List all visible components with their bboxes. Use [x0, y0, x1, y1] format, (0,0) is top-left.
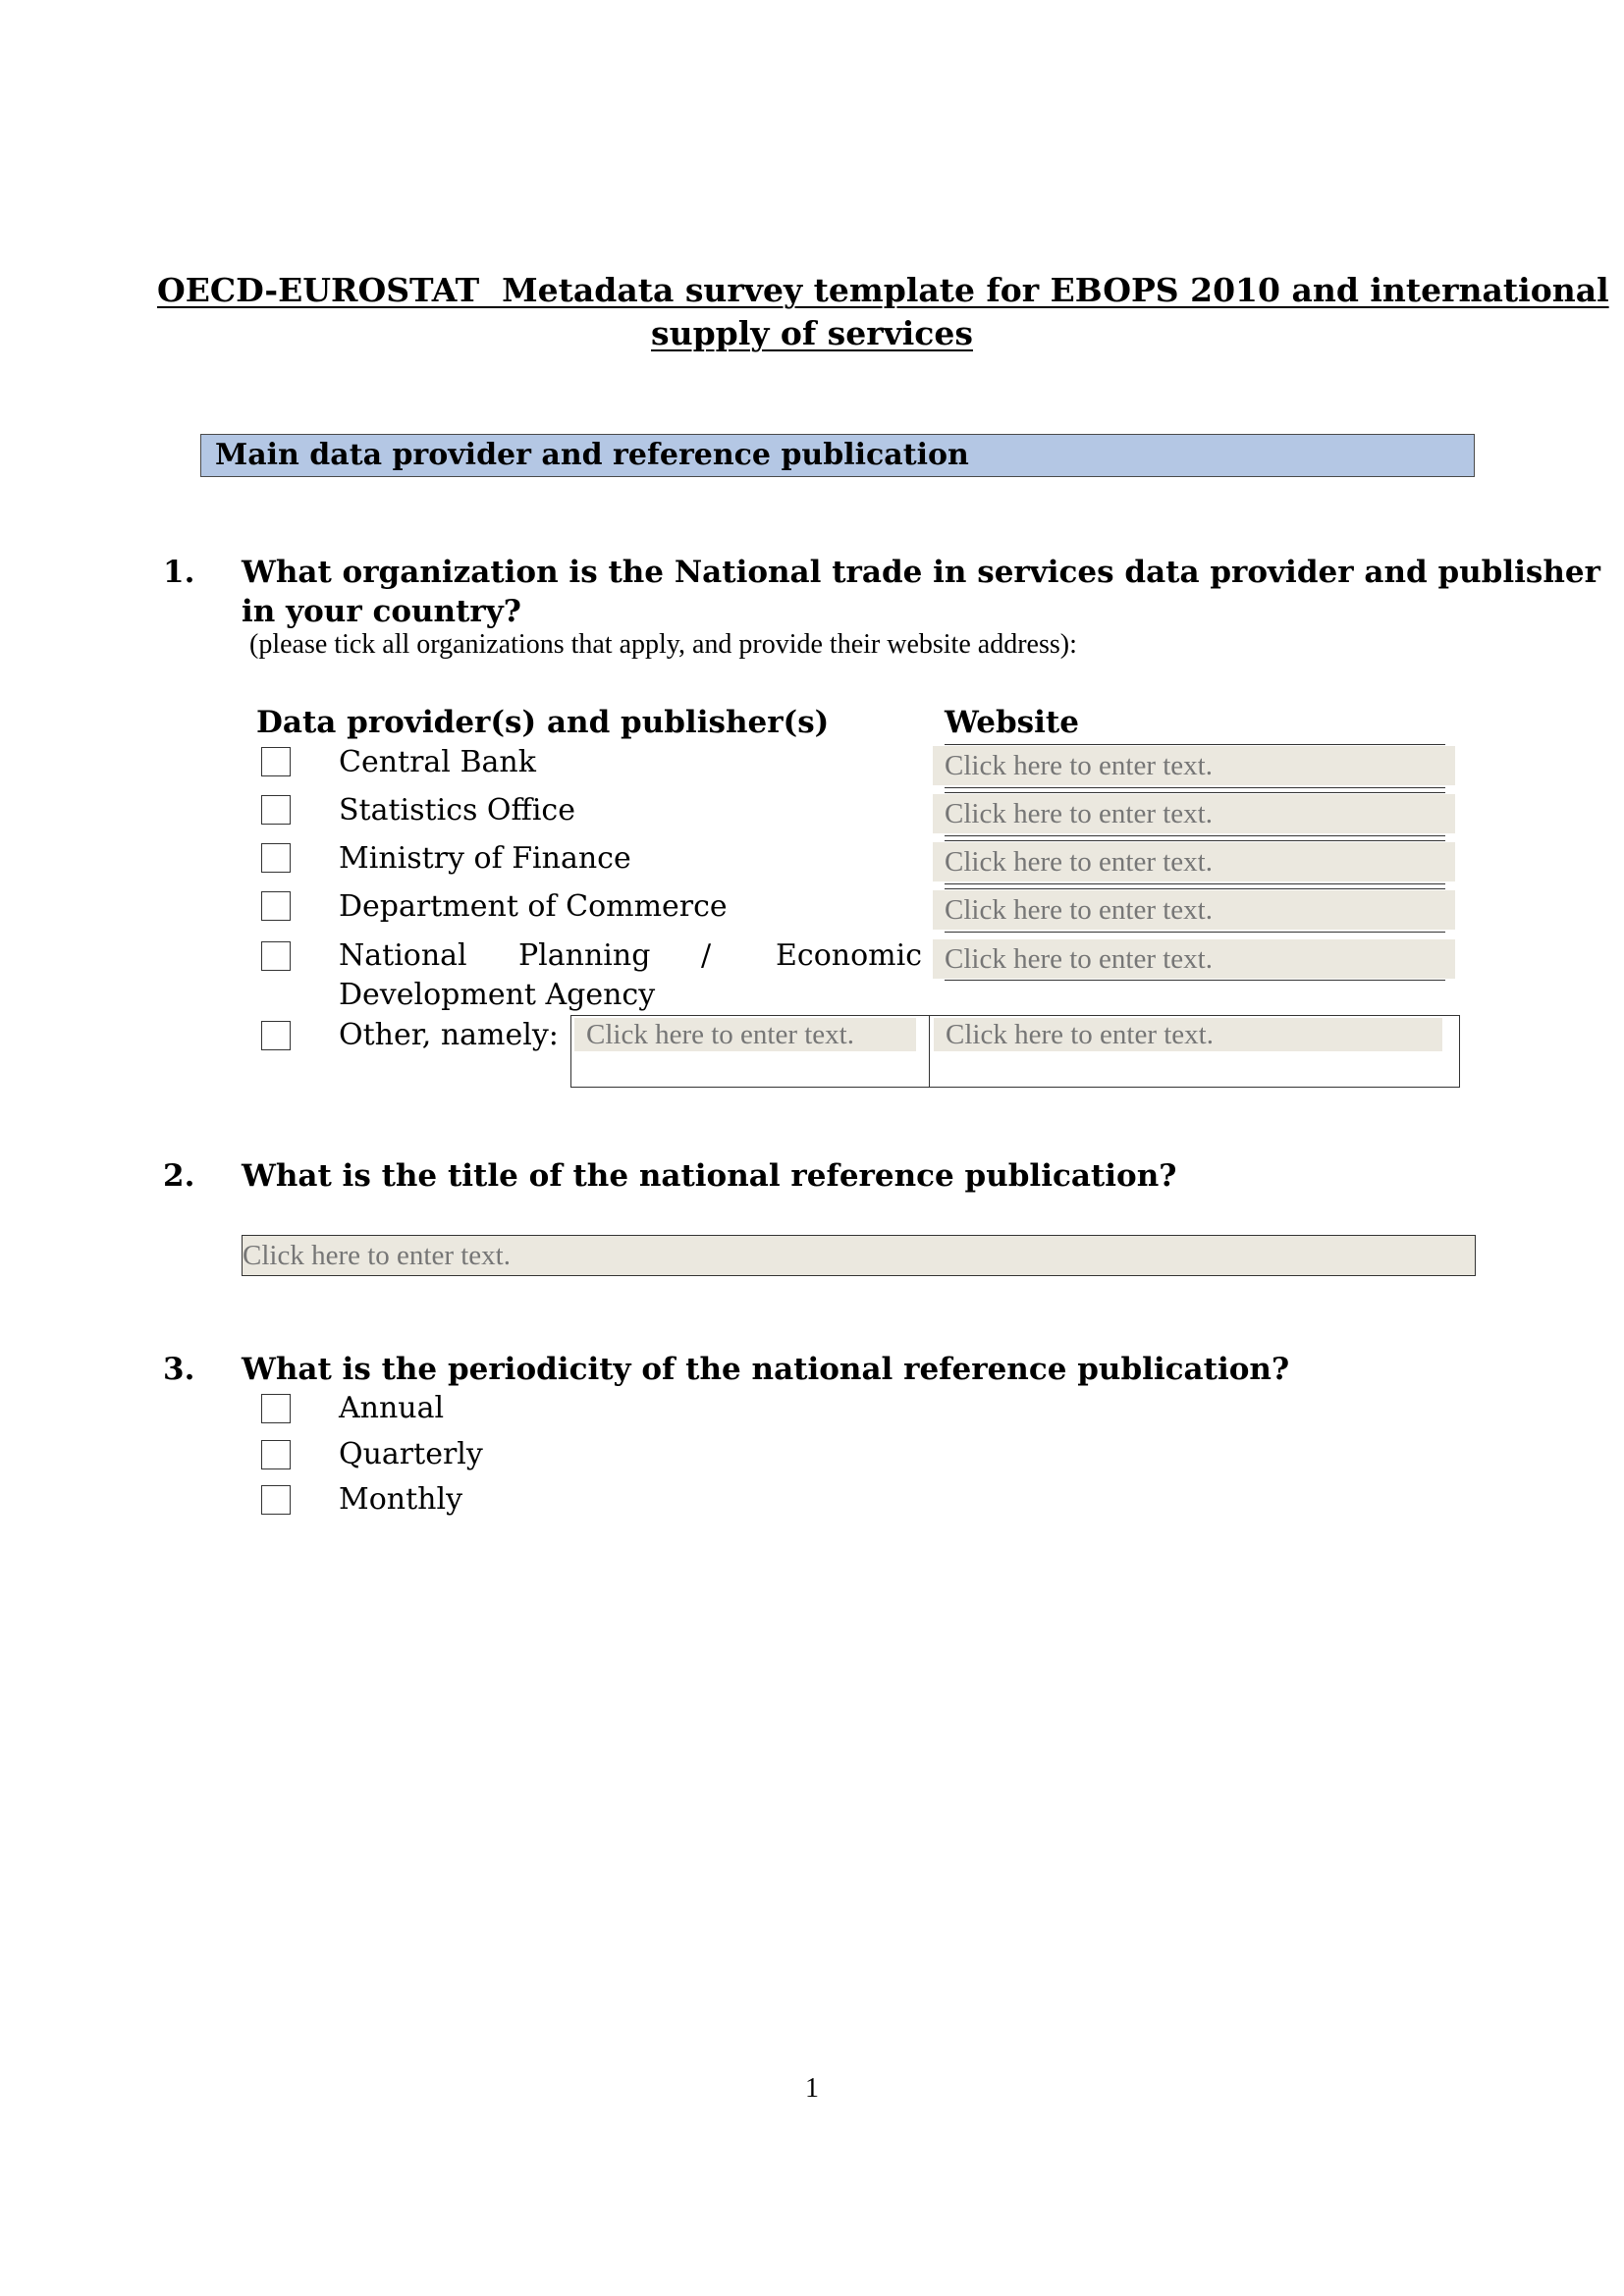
publication-title-placeholder: Click here to enter text. [243, 1240, 511, 1271]
page-number: 1 [805, 2073, 819, 2104]
website-field-placeholder: Click here to enter text. [945, 750, 1213, 781]
website-field-top-rule [945, 744, 1445, 745]
other-entry-divider [929, 1015, 930, 1088]
website-field-bottom-rule [945, 980, 1445, 981]
website-field-statistics-office[interactable] [933, 794, 1455, 833]
question-3-text: What is the periodicity of the national reference publication? [242, 1352, 1290, 1387]
other-name-placeholder: Click here to enter text. [586, 1019, 854, 1050]
section-header [200, 434, 1475, 477]
website-field-placeholder: Click here to enter text. [945, 894, 1213, 926]
option-quarterly: Quarterly [339, 1437, 483, 1471]
checkbox-other[interactable] [261, 1021, 291, 1050]
checkbox-quarterly[interactable] [261, 1440, 291, 1469]
option-national-planning-line2: Development Agency [339, 978, 656, 1012]
document-title-line1: OECD-EUROSTAT Metadata survey template for EBOPS 2010 and international [157, 271, 1609, 309]
option-national-planning-word1: National [339, 938, 467, 973]
option-national-planning-word4: Economic [776, 938, 922, 973]
column-header-provider: Data provider(s) and publisher(s) [256, 705, 830, 740]
checkbox-central-bank[interactable] [261, 747, 291, 776]
website-field-bottom-rule [945, 932, 1445, 933]
publication-title-field[interactable] [242, 1235, 1476, 1276]
option-national-planning-word2: Planning [518, 938, 651, 973]
option-ministry-of-finance: Ministry of Finance [339, 841, 631, 876]
option-department-of-commerce: Department of Commerce [339, 889, 728, 924]
other-name-field[interactable] [574, 1018, 916, 1051]
checkbox-department-of-commerce[interactable] [261, 891, 291, 921]
option-central-bank: Central Bank [339, 745, 536, 779]
website-field-bottom-rule [945, 787, 1445, 788]
checkbox-ministry-of-finance[interactable] [261, 843, 291, 873]
website-field-placeholder: Click here to enter text. [945, 798, 1213, 829]
question-1-text-line2: in your country? [242, 594, 521, 629]
question-1-number: 1. [163, 555, 195, 590]
website-field-bottom-rule [945, 835, 1445, 836]
section-header-label: Main data provider and reference publication [215, 438, 969, 472]
website-field-ministry-of-finance[interactable] [933, 842, 1455, 881]
option-monthly: Monthly [339, 1482, 463, 1517]
website-field-top-rule [945, 792, 1445, 793]
website-field-placeholder: Click here to enter text. [945, 846, 1213, 878]
checkbox-annual[interactable] [261, 1394, 291, 1423]
website-field-bottom-rule [945, 883, 1445, 884]
website-field-department-of-commerce[interactable] [933, 890, 1455, 930]
question-1-instruction: (please tick all organizations that apply, and provide their website address): [249, 629, 1077, 660]
website-field-top-rule [945, 888, 1445, 889]
option-other: Other, namely: [339, 1018, 559, 1052]
column-header-website: Website [945, 705, 1079, 740]
website-field-placeholder: Click here to enter text. [945, 943, 1213, 975]
checkbox-monthly[interactable] [261, 1485, 291, 1515]
website-field-central-bank[interactable] [933, 746, 1455, 785]
option-annual: Annual [339, 1391, 445, 1425]
question-3-number: 3. [163, 1352, 195, 1387]
website-field-national-planning-agency[interactable] [933, 939, 1455, 979]
question-1-text-line1: What organization is the National trade in services data provider and publisher [242, 555, 1600, 590]
checkbox-national-planning-agency[interactable] [261, 941, 291, 971]
option-national-planning-word3: / [701, 938, 712, 973]
option-statistics-office: Statistics Office [339, 793, 575, 828]
document-title-line2: supply of services [651, 314, 973, 352]
document-title [157, 269, 1609, 355]
checkbox-statistics-office[interactable] [261, 795, 291, 825]
question-2-number: 2. [163, 1158, 195, 1194]
other-website-placeholder: Click here to enter text. [946, 1019, 1214, 1050]
website-field-top-rule [945, 840, 1445, 841]
question-2-text: What is the title of the national reference publication? [242, 1158, 1177, 1194]
other-website-field[interactable] [934, 1018, 1442, 1051]
